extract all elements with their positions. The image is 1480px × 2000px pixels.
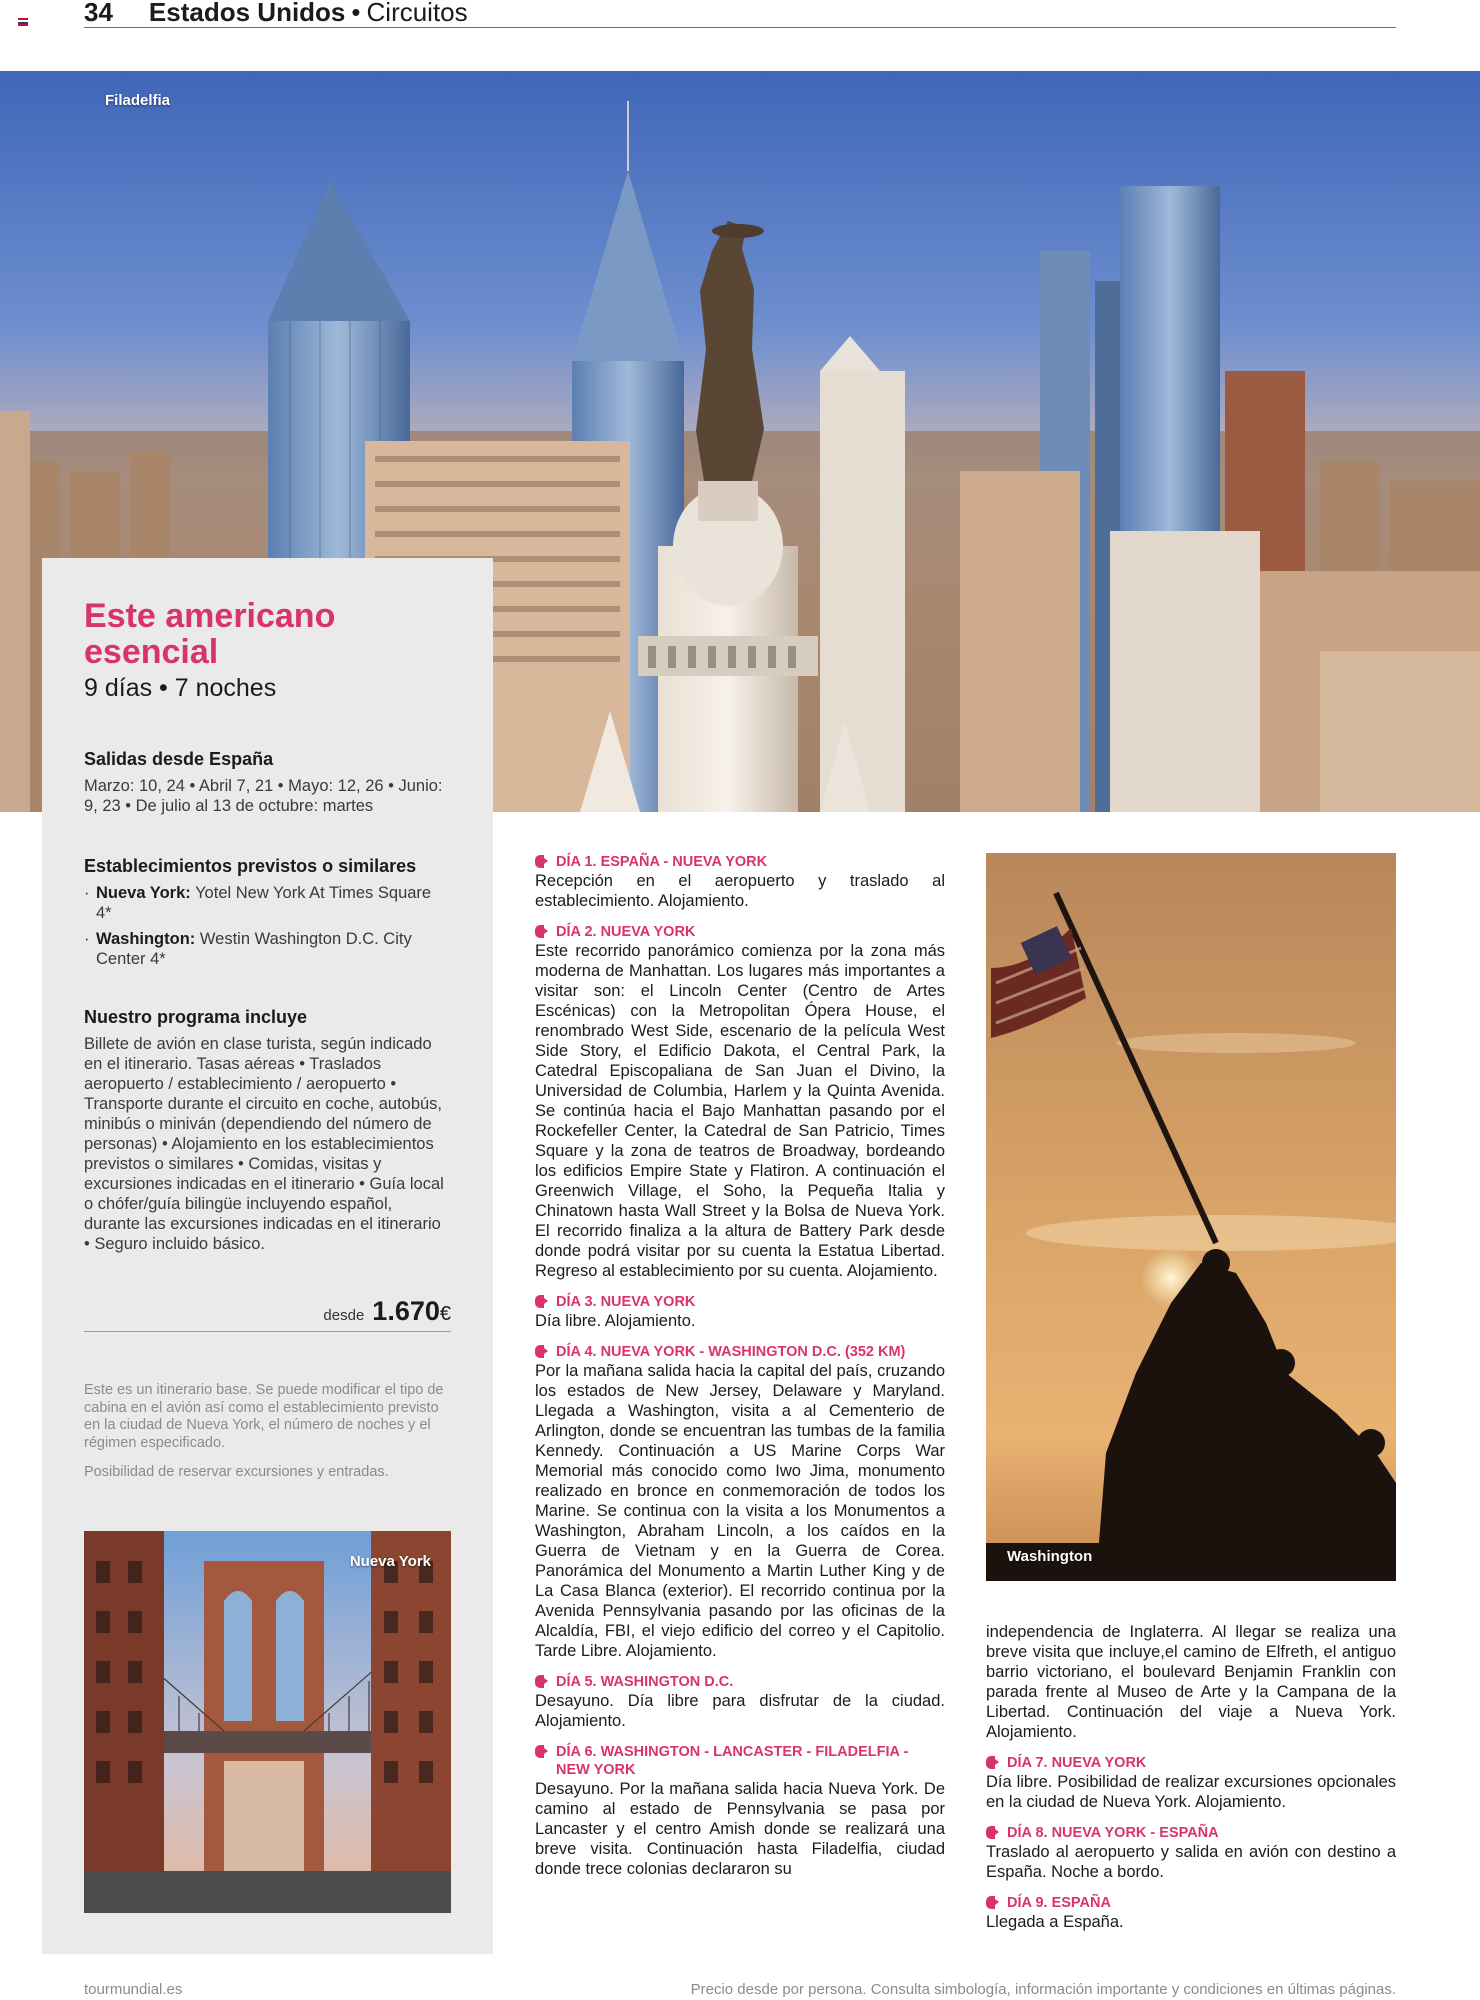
bullet-arrow-icon (535, 1745, 548, 1758)
price-row (84, 1296, 451, 1332)
bullet-arrow-icon (535, 855, 548, 868)
day-title-text: DÍA 8. NUEVA YORK - ESPAÑA (1007, 1825, 1219, 1841)
day-title-text: DÍA 4. NUEVA YORK - WASHINGTON D.C. (352 KM) (556, 1344, 906, 1360)
bullet-arrow-icon (986, 1896, 999, 1909)
itinerary-column-middle (535, 853, 945, 1891)
day-text: Recepción en el aeropuerto y traslado al establecimiento. Alojamiento. (535, 872, 945, 910)
day-title (986, 1894, 1396, 1912)
header-country: Estados Unidos (148, 0, 346, 27)
hotel-list (84, 883, 451, 969)
departures-title: Salidas desde España (84, 749, 274, 769)
photo-new-york (84, 1531, 451, 1913)
day-title (535, 1343, 945, 1361)
header-separator: • (351, 0, 361, 27)
ny-caption: Nueva York (349, 1553, 431, 1570)
includes-title: Nuestro programa incluye (84, 1007, 308, 1027)
day-title (986, 1754, 1396, 1772)
trip-title: Este americano esencial (84, 597, 336, 671)
trip-info-box (42, 558, 493, 1954)
day-title (535, 923, 945, 941)
hotel-item (84, 929, 451, 969)
day-title-text: DÍA 9. ESPAÑA (1007, 1895, 1111, 1911)
photo-washington (986, 853, 1396, 1581)
day-title (535, 1673, 945, 1691)
day-title-text: DÍA 3. NUEVA YORK (556, 1294, 696, 1310)
header-section: Circuitos (366, 0, 468, 27)
price-from-label: desde (323, 1307, 365, 1324)
trip-duration: 9 días • 7 noches (84, 674, 277, 702)
day-title-text: DÍA 1. ESPAÑA - NUEVA YORK (556, 854, 768, 870)
price-value (372, 1296, 451, 1327)
day-text: Día libre. Posibilidad de realizar excursiones opcionales en la ciudad de Nueva York. Alojamiento. (986, 1773, 1396, 1811)
day-title (535, 1743, 945, 1779)
day-title (535, 1293, 945, 1311)
day-6-continuation: independencia de Inglaterra. Al llegar se realiza una breve visita que incluye,el camino de Elfreth, el antiguo barrio victoriano, el boulevard Benjamin Franklin con parada frente al Museo de Arte y la Campana de la Libertad. Continuación del viaje a Nueva York. Alojamiento. (986, 1623, 1396, 1741)
day-text: Día libre. Alojamiento. (535, 1312, 696, 1330)
page-number: 34 (84, 0, 113, 27)
hotel-name: Westin Washington D.C. City Center 4* (96, 930, 412, 968)
day-text: Traslado al aeropuerto y salida en avión con destino a España. Noche a bordo. (986, 1843, 1396, 1881)
day-title (535, 853, 945, 871)
day-text: Este recorrido panorámico comienza por la zona más moderna de Manhattan. Los lugares más importantes a visitar son: el Lincoln Center (Centro de Artes Escénicas) con la Metropolitan Ópera House, el renombrado West Side, escenario de la película West Side Story, el Edificio Dakota, el Central Park, la Catedral Episcopaliana de San Juan el Divino, la Universidad de Columbia, Harlem y la Quinta Avenida. Se continúa hacia el Bajo Manhattan pasando por el Rockefeller Center, la Catedral de San Patricio, Times Square y la zona de teatros de Broadway, bordeando los edificios Empire State y Flatiron. A continuación el Greenwich Village, el Soho, la Pequeña Italia y Chinatown hasta Wall Street y la Bolsa de Nueva York. El recorrido finaliza a la altura de Battery Park desde donde podrá visitar por su cuenta la Estatua Libertad. Regreso al establecimiento por su cuenta. Alojamiento. (535, 942, 945, 1280)
day-title-text: DÍA 7. NUEVA YORK (1007, 1755, 1147, 1771)
bullet-arrow-icon (535, 925, 548, 938)
hotel-city: Washington: (96, 930, 196, 948)
bullet-arrow-icon (535, 1675, 548, 1688)
page-header (84, 0, 1396, 28)
footer-disclaimer: Precio desde por persona. Consulta simbología, información importante y condiciones en últimas páginas. (690, 1981, 1396, 1998)
day-title-text: DÍA 6. WASHINGTON - LANCASTER - FILADELFIA - NEW YORK (556, 1744, 909, 1778)
bullet-arrow-icon (986, 1756, 999, 1769)
day-title-text: DÍA 5. WASHINGTON D.C. (556, 1674, 734, 1690)
bullet-arrow-icon (986, 1826, 999, 1839)
hotel-name: Yotel New York At Times Square 4* (96, 884, 432, 922)
washington-caption: Washington (1007, 1548, 1093, 1565)
excursions-note: Posibilidad de reservar excursiones y entradas. (84, 1464, 389, 1480)
day-text: Llegada a España. (986, 1913, 1124, 1931)
hotel-item (84, 883, 451, 923)
day-title-text: DÍA 2. NUEVA YORK (556, 924, 696, 940)
hotels-title: Establecimientos previstos o similares (84, 856, 417, 876)
footer-site-link[interactable]: tourmundial.es (84, 1981, 183, 1998)
departures-text: Marzo: 10, 24 • Abril 7, 21 • Mayo: 12, 26 • Junio: 9, 23 • De julio al 13 de octubre: martes (84, 777, 443, 815)
hotel-city: Nueva York: (96, 884, 191, 902)
hero-caption: Filadelfia (105, 92, 171, 109)
bullet-arrow-icon (535, 1345, 548, 1358)
price-amount: 1.670 (372, 1296, 440, 1326)
day-text: Desayuno. Por la mañana salida hacia Nueva York. De camino al estado de Pennsylvania se pasa por Lancaster y el centro Amish donde se realizará una breve visita. Continuación hasta Filadelfia, ciudad donde trece colonias declararon su (535, 1780, 945, 1878)
itinerary-note: Este es un itinerario base. Se puede modificar el tipo de cabina en el avión así como el establecimiento previsto en la ciudad de Nueva York, el número de noches y el régimen especificado. (84, 1382, 444, 1451)
price-currency: € (439, 1303, 451, 1325)
day-title (986, 1824, 1396, 1842)
day-text: Por la mañana salida hacia la capital del país, cruzando los estados de New Jersey, Delaware y Maryland. Llegada a Washington, visita a al Cementerio de Arlington, donde se encuentran las tumbas de la familia Kennedy. Continuación a US Marine Corps War Memorial más conocido como Iwo Jima, monumento realizado en bronce en conmemoración de todos los Marine. Se continua con la visita a los Monumentos a Washington, Abraham Lincoln, a los caídos en la Guerra de Vietnam y en la Guerra de Corea. Panorámica del Monumento a Martin Luther King y de La Casa Blanca (exterior). El recorrido continua por la Avenida Pennsylvania pasando por las oficinas de la Alcaldía, FBI, el viejo edificio del correo y el Capitolio. Tarde Libre. Alojamiento. (535, 1362, 945, 1660)
day-text: Desayuno. Día libre para disfrutar de la ciudad. Alojamiento. (535, 1692, 945, 1730)
itinerary-column-right (986, 1622, 1396, 1944)
bullet-arrow-icon (535, 1295, 548, 1308)
includes-text: Billete de avión en clase turista, según indicado en el itinerario. Tasas aéreas • Traslados aeropuerto / establecimiento / aeropuerto • Transporte durante el circuito en coche, autobús, minibús o miniván (dependiendo del número de personas) • Alojamiento en los establecimientos previstos o similares • Comidas, visitas y excursiones indicadas en el itinerario • Guía local o chófer/guía bilingüe incluyendo español, durante las excursiones indicadas en el itinerario • Seguro incluido básico. (84, 1035, 444, 1253)
flag-icon (18, 18, 28, 26)
